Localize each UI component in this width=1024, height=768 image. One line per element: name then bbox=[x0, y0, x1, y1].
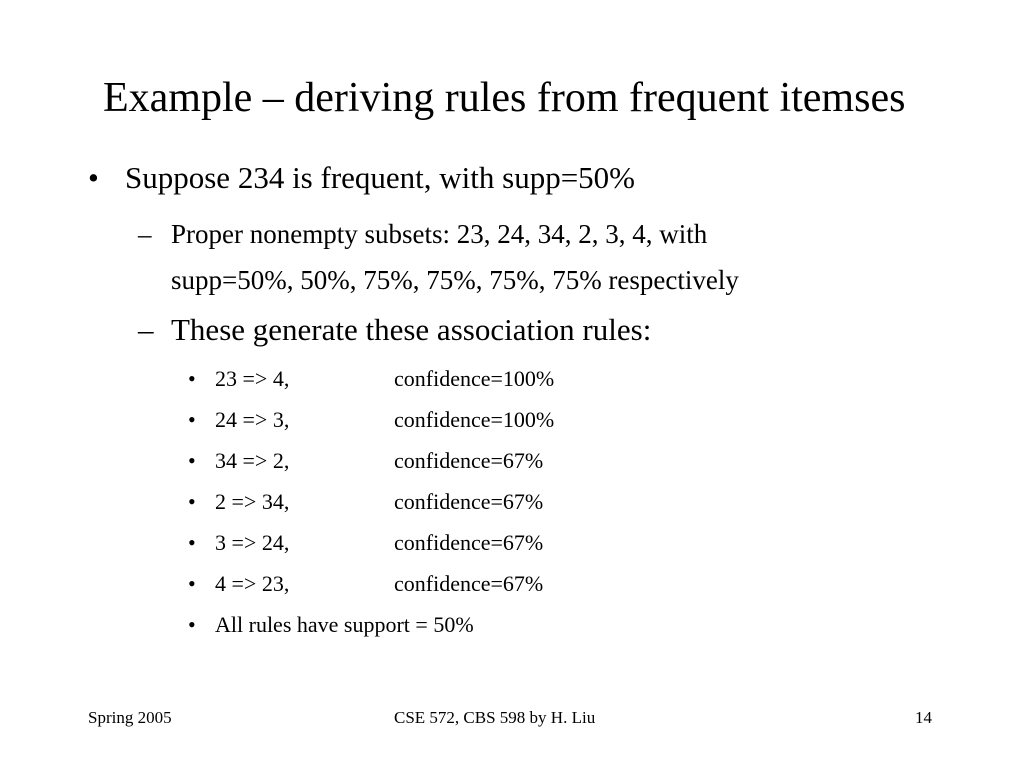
footer-date: Spring 2005 bbox=[88, 708, 172, 727]
footer-course: CSE 572, CBS 598 by H. Liu bbox=[394, 708, 596, 727]
rule-confidence: confidence=100% bbox=[394, 407, 555, 432]
rule-text: All rules have support = 50% bbox=[215, 612, 474, 637]
rule-text: 4 => 23, bbox=[215, 571, 290, 596]
rule-bullet: • bbox=[188, 407, 196, 432]
sub-bullet-line-1: Proper nonempty subsets: 23, 24, 34, 2, 3, 4, with bbox=[171, 219, 708, 249]
bullet-text: Suppose 234 is frequent, with supp=50% bbox=[125, 160, 636, 195]
footer-page-number: 14 bbox=[915, 708, 932, 727]
rule-bullet: • bbox=[188, 530, 196, 555]
sub-bullet-text: These generate these association rules: bbox=[171, 312, 652, 347]
bullet-marker: • bbox=[88, 160, 99, 195]
slide-title: Example – deriving rules from frequent itemses bbox=[103, 75, 906, 121]
rule-text: 3 => 24, bbox=[215, 530, 290, 555]
rule-text: 24 => 3, bbox=[215, 407, 290, 432]
rule-confidence: confidence=100% bbox=[394, 366, 555, 391]
rule-bullet: • bbox=[188, 571, 196, 596]
rule-confidence: confidence=67% bbox=[394, 448, 544, 473]
rule-confidence: confidence=67% bbox=[394, 489, 544, 514]
rule-text: 2 => 34, bbox=[215, 489, 290, 514]
rule-bullet: • bbox=[188, 612, 196, 637]
rule-confidence: confidence=67% bbox=[394, 530, 544, 555]
dash-marker: – bbox=[138, 219, 152, 249]
rule-confidence: confidence=67% bbox=[394, 571, 544, 596]
rule-text: 34 => 2, bbox=[215, 448, 290, 473]
sub-bullet-text bbox=[171, 211, 739, 303]
rule-bullet: • bbox=[188, 366, 196, 391]
rule-bullet: • bbox=[188, 448, 196, 473]
rule-text: 23 => 4, bbox=[215, 366, 290, 391]
rule-bullet: • bbox=[188, 489, 196, 514]
dash-marker: – bbox=[138, 312, 154, 347]
sub-bullet-line-2: supp=50%, 50%, 75%, 75%, 75%, 75% respectively bbox=[171, 265, 739, 295]
